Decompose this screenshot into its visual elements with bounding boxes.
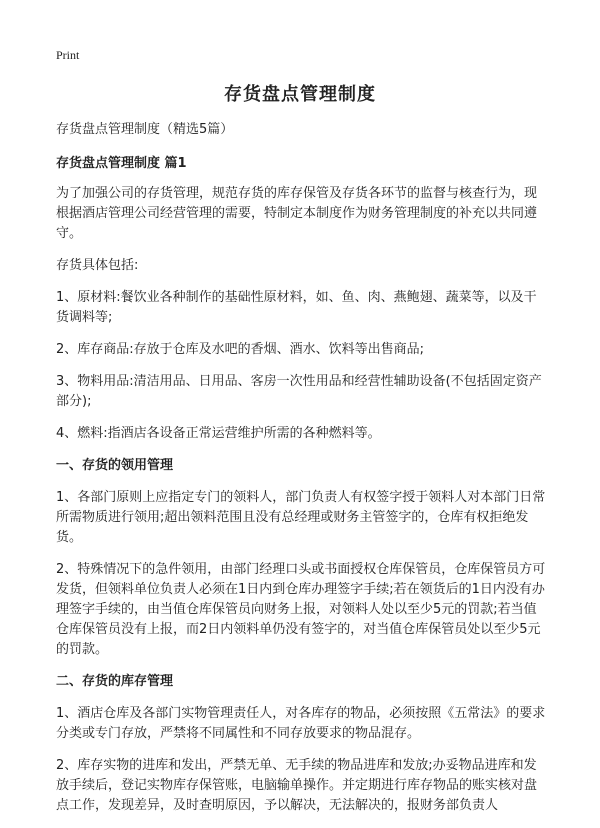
print-label: Print bbox=[56, 48, 80, 62]
page-title: 存货盘点管理制度 bbox=[224, 84, 376, 105]
document-subtitle: 存货盘点管理制度（精选5篇） bbox=[56, 122, 234, 137]
document-body bbox=[56, 120, 548, 826]
section-heading-issuance: 一、存货的领用管理 bbox=[56, 458, 174, 473]
inventory-paragraph-1: 1、酒店仓库及各部门实物管理责任人，对各库存的物品，必须按照《五常法》的要求分类或专门存放，严禁将不同属性和不同存放要求的物品混存。 bbox=[56, 706, 546, 741]
issuance-paragraph-2: 2、特殊情况下的急件领用，由部门经理口头或书面授权仓库保管员，仓库保管员方可发货，但领料单位负责人必须在1日内到仓库办理签字手续;若在领货后的1日内没有办理签字手续的，由当值仓库保管员向财务上报，对领料人处以至少5元的罚款;若当值仓库保管员没有上报，而2日内领料单仍没有签字的，对当值仓库保管员处以至少5元的罚款。 bbox=[56, 562, 546, 657]
issuance-paragraph-1: 1、各部门原则上应指定专门的领料人，部门负责人有权签字授于领料人对本部门日常所需物质进行领用;超出领料范围且没有总经理或财务主管签字的，仓库有权拒绝发货。 bbox=[56, 490, 546, 545]
list-item-raw-materials: 1、原材料:餐饮业各种制作的基础性原材料，如、鱼、肉、燕鲍翅、蔬菜等，以及干货调料等; bbox=[56, 290, 537, 325]
article-heading: 存货盘点管理制度 篇1 bbox=[56, 156, 187, 171]
intro-paragraph: 为了加强公司的存货管理，规范存货的库存保管及存货各环节的监督与核查行为，现根据酒店管理公司经营管理的需要，特制定本制度作为财务管理制度的补充以共同遵守。 bbox=[56, 186, 538, 241]
scope-label: 存货具体包括: bbox=[56, 258, 139, 273]
inventory-paragraph-2: 2、库存实物的进库和发出，严禁无单、无手续的物品进库和发放;办妥物品进库和发放手续后，登记实物库存保管账，电脑输单操作。并定期进行库存物品的账实核对盘点工作，发现差异，及时查明原因，予以解决，无法解决的，报财务部负责人 bbox=[56, 758, 538, 813]
list-item-stock-goods: 2、库存商品:存放于仓库及水吧的香烟、酒水、饮料等出售商品; bbox=[56, 342, 425, 357]
list-item-fuel: 4、燃料:指酒店各设备正常运营维护所需的各种燃料等。 bbox=[56, 426, 381, 441]
section-heading-inventory: 二、存货的库存管理 bbox=[56, 674, 174, 689]
list-item-supplies: 3、物料用品:清洁用品、日用品、客房一次性用品和经营性辅助设备(不包括固定资产部分); bbox=[56, 374, 542, 409]
